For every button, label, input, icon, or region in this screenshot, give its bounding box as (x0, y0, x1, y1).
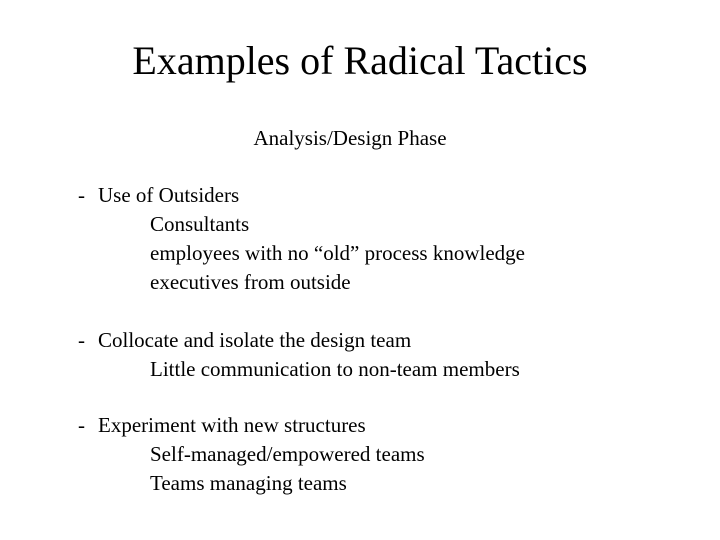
bullet-dash: - (78, 328, 85, 352)
slide-title: Examples of Radical Tactics (132, 38, 588, 83)
bullet-dash: - (78, 183, 85, 207)
bullet-group-collocate (78, 326, 520, 384)
bullet-dash: - (78, 413, 85, 437)
bullet-item (78, 181, 525, 210)
bullet-group-structures (78, 411, 425, 498)
sub-item: Consultants (150, 212, 250, 236)
slide-subtitle: Analysis/Design Phase (253, 126, 447, 150)
bullet-text: Experiment with new structures (98, 413, 366, 437)
bullet-text: Collocate and isolate the design team (98, 328, 412, 352)
sub-item: employees with no “old” process knowledge (150, 241, 525, 265)
bullet-text: Use of Outsiders (98, 183, 240, 207)
bullet-item (78, 326, 520, 355)
sub-item: Teams managing teams (150, 471, 347, 495)
sub-item: executives from outside (150, 270, 351, 294)
sub-item: Self-managed/empowered teams (150, 442, 425, 466)
bullet-item (78, 411, 425, 440)
bullet-group-outsiders (78, 181, 525, 297)
sub-item: Little communication to non-team members (150, 357, 520, 381)
